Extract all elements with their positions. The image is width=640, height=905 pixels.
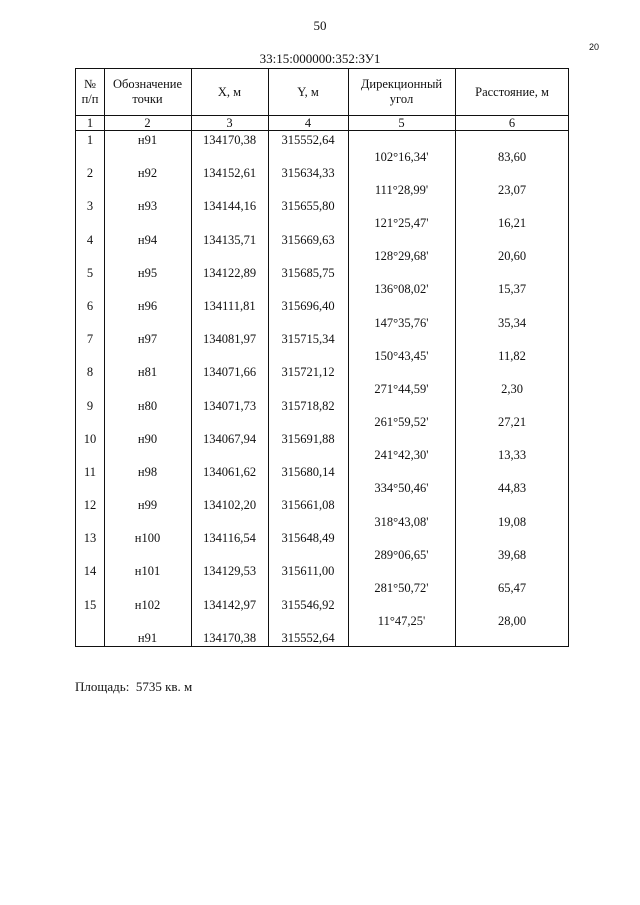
segment-row — [76, 347, 568, 380]
point-name: н81 — [137, 365, 158, 380]
column-number: 4 — [304, 116, 312, 130]
x-coordinate: 134071,66 — [202, 365, 257, 380]
row-number: 10 — [83, 431, 97, 446]
segment-row — [76, 280, 568, 313]
area-line — [75, 679, 192, 695]
row-number: 2 — [86, 166, 94, 181]
y-coordinate: 315696,40 — [281, 298, 335, 313]
y-coordinate: 315611,00 — [281, 564, 335, 579]
y-coordinate: 315546,92 — [281, 597, 335, 612]
point-name: н95 — [137, 265, 158, 280]
point-name: н100 — [134, 531, 161, 546]
column-number: 2 — [144, 116, 151, 130]
point-name: н91 — [137, 133, 158, 147]
y-coordinate: 315552,64 — [281, 630, 335, 645]
x-coordinate: 134061,62 — [202, 464, 257, 479]
point-name: н93 — [137, 199, 158, 214]
distance: 11,82 — [498, 348, 526, 363]
page-number: 50 — [313, 18, 327, 33]
distance: 35,34 — [497, 315, 527, 330]
distance: 44,83 — [497, 481, 527, 496]
distance: 2,30 — [501, 381, 523, 396]
direction-angle: 121°25,47' — [374, 215, 429, 230]
y-coordinate: 315721,12 — [281, 365, 335, 380]
header-direction-angle: Дирекционный угол — [360, 77, 443, 106]
x-coordinate: 134116,54 — [203, 531, 256, 546]
segment-row — [76, 380, 568, 413]
direction-angle: 318°43,08' — [374, 514, 429, 529]
distance: 15,37 — [497, 282, 527, 297]
y-coordinate: 315669,63 — [281, 232, 335, 247]
y-coordinate: 315661,08 — [281, 498, 335, 513]
segment-row — [76, 446, 568, 479]
direction-angle: 150°43,45' — [374, 348, 429, 363]
direction-angle: 271°44,59' — [374, 381, 429, 396]
segment-row — [76, 247, 568, 280]
coordinates-table — [75, 68, 569, 647]
direction-angle: 128°29,68' — [374, 249, 429, 264]
y-coordinate: 315634,33 — [281, 166, 335, 181]
y-coordinate: 315685,75 — [281, 265, 335, 280]
distance: 28,00 — [497, 614, 527, 629]
point-name: н94 — [137, 232, 158, 247]
x-coordinate: 134129,53 — [202, 564, 257, 579]
direction-angle: 111°28,99' — [374, 182, 429, 197]
header-distance: Расстояние, м — [475, 84, 549, 99]
x-coordinate: 134067,94 — [202, 431, 257, 446]
cadastral-number-title: 33:15:000000:352:ЗУ1 — [259, 51, 381, 66]
point-name: н97 — [137, 332, 158, 347]
segment-row — [76, 148, 568, 181]
y-coordinate: 315552,64 — [281, 133, 335, 147]
x-coordinate: 134071,73 — [202, 398, 257, 413]
distance: 27,21 — [497, 415, 527, 430]
header-x: X, м — [217, 84, 242, 99]
header-y: Y, м — [297, 84, 319, 99]
row-number: 7 — [86, 332, 94, 347]
segment-row — [76, 314, 568, 347]
distance: 83,60 — [497, 149, 527, 164]
x-coordinate: 134152,61 — [202, 166, 257, 181]
x-coordinate: 134111,81 — [203, 298, 256, 313]
row-number: 5 — [86, 265, 94, 280]
x-coordinate: 134122,89 — [202, 265, 257, 280]
distance: 39,68 — [497, 547, 527, 562]
row-number: 14 — [83, 564, 97, 579]
x-coordinate: 134081,97 — [202, 332, 257, 347]
row-number: 4 — [86, 232, 94, 247]
header-point-name: Обозначение точки — [112, 77, 183, 106]
point-name: н99 — [137, 498, 158, 513]
row-number: 11 — [83, 464, 97, 479]
direction-angle: 102°16,34' — [374, 149, 429, 164]
row-number: 3 — [86, 199, 94, 214]
segment-row — [76, 181, 568, 214]
point-name: н80 — [137, 398, 158, 413]
column-number: 1 — [86, 116, 94, 130]
direction-angle: 261°59,52' — [374, 415, 429, 430]
row-number: 12 — [83, 498, 97, 513]
point-name: н91 — [137, 630, 158, 645]
row-number: 8 — [86, 365, 94, 380]
point-name: н101 — [134, 564, 161, 579]
row-number: 15 — [83, 597, 97, 612]
row-number: 13 — [83, 531, 97, 546]
y-coordinate: 315648,49 — [281, 531, 335, 546]
y-coordinate: 315715,34 — [281, 332, 335, 347]
segment-row — [76, 579, 568, 612]
direction-angle: 281°50,72' — [374, 581, 429, 596]
direction-angle: 136°08,02' — [374, 282, 429, 297]
x-coordinate: 134170,38 — [202, 133, 257, 147]
point-name: н98 — [137, 464, 158, 479]
row-number: 6 — [86, 298, 94, 313]
x-coordinate: 134102,20 — [202, 498, 257, 513]
corner-mark: 20 — [589, 42, 600, 52]
distance: 20,60 — [497, 249, 527, 264]
y-coordinate: 315691,88 — [281, 431, 335, 446]
y-coordinate: 315718,82 — [281, 398, 335, 413]
header-row-number: № п/п — [81, 77, 99, 106]
point-name: н96 — [137, 298, 158, 313]
segment-rows — [76, 131, 568, 645]
segment-row — [76, 479, 568, 512]
segment-row — [76, 612, 568, 645]
point-name: н90 — [137, 431, 158, 446]
direction-angle: 147°35,76' — [374, 315, 429, 330]
segment-row — [76, 546, 568, 579]
distance: 19,08 — [497, 514, 527, 529]
row-number: 9 — [86, 398, 94, 413]
y-coordinate: 315680,14 — [281, 464, 335, 479]
distance: 23,07 — [497, 182, 527, 197]
segment-row — [76, 413, 568, 446]
area-label: Площадь: — [75, 679, 130, 694]
direction-angle: 241°42,30' — [374, 448, 429, 463]
column-number: 6 — [508, 116, 516, 130]
column-number: 5 — [398, 116, 405, 130]
row-number: 1 — [86, 133, 94, 147]
distance: 65,47 — [497, 581, 527, 596]
x-coordinate: 134142,97 — [202, 597, 257, 612]
direction-angle: 289°06,65' — [374, 547, 429, 562]
x-coordinate: 134170,38 — [202, 630, 257, 645]
direction-angle: 11°47,25' — [377, 614, 426, 629]
direction-angle: 334°50,46' — [374, 481, 429, 496]
point-name: н102 — [134, 597, 161, 612]
column-number: 3 — [226, 116, 233, 130]
x-coordinate: 134135,71 — [202, 232, 257, 247]
segment-row — [76, 214, 568, 247]
distance: 13,33 — [497, 448, 527, 463]
distance: 16,21 — [497, 215, 527, 230]
x-coordinate: 134144,16 — [202, 199, 257, 214]
area-value: 5735 кв. м — [135, 679, 193, 694]
segment-row — [76, 513, 568, 546]
y-coordinate: 315655,80 — [281, 199, 335, 214]
point-name: н92 — [137, 166, 158, 181]
